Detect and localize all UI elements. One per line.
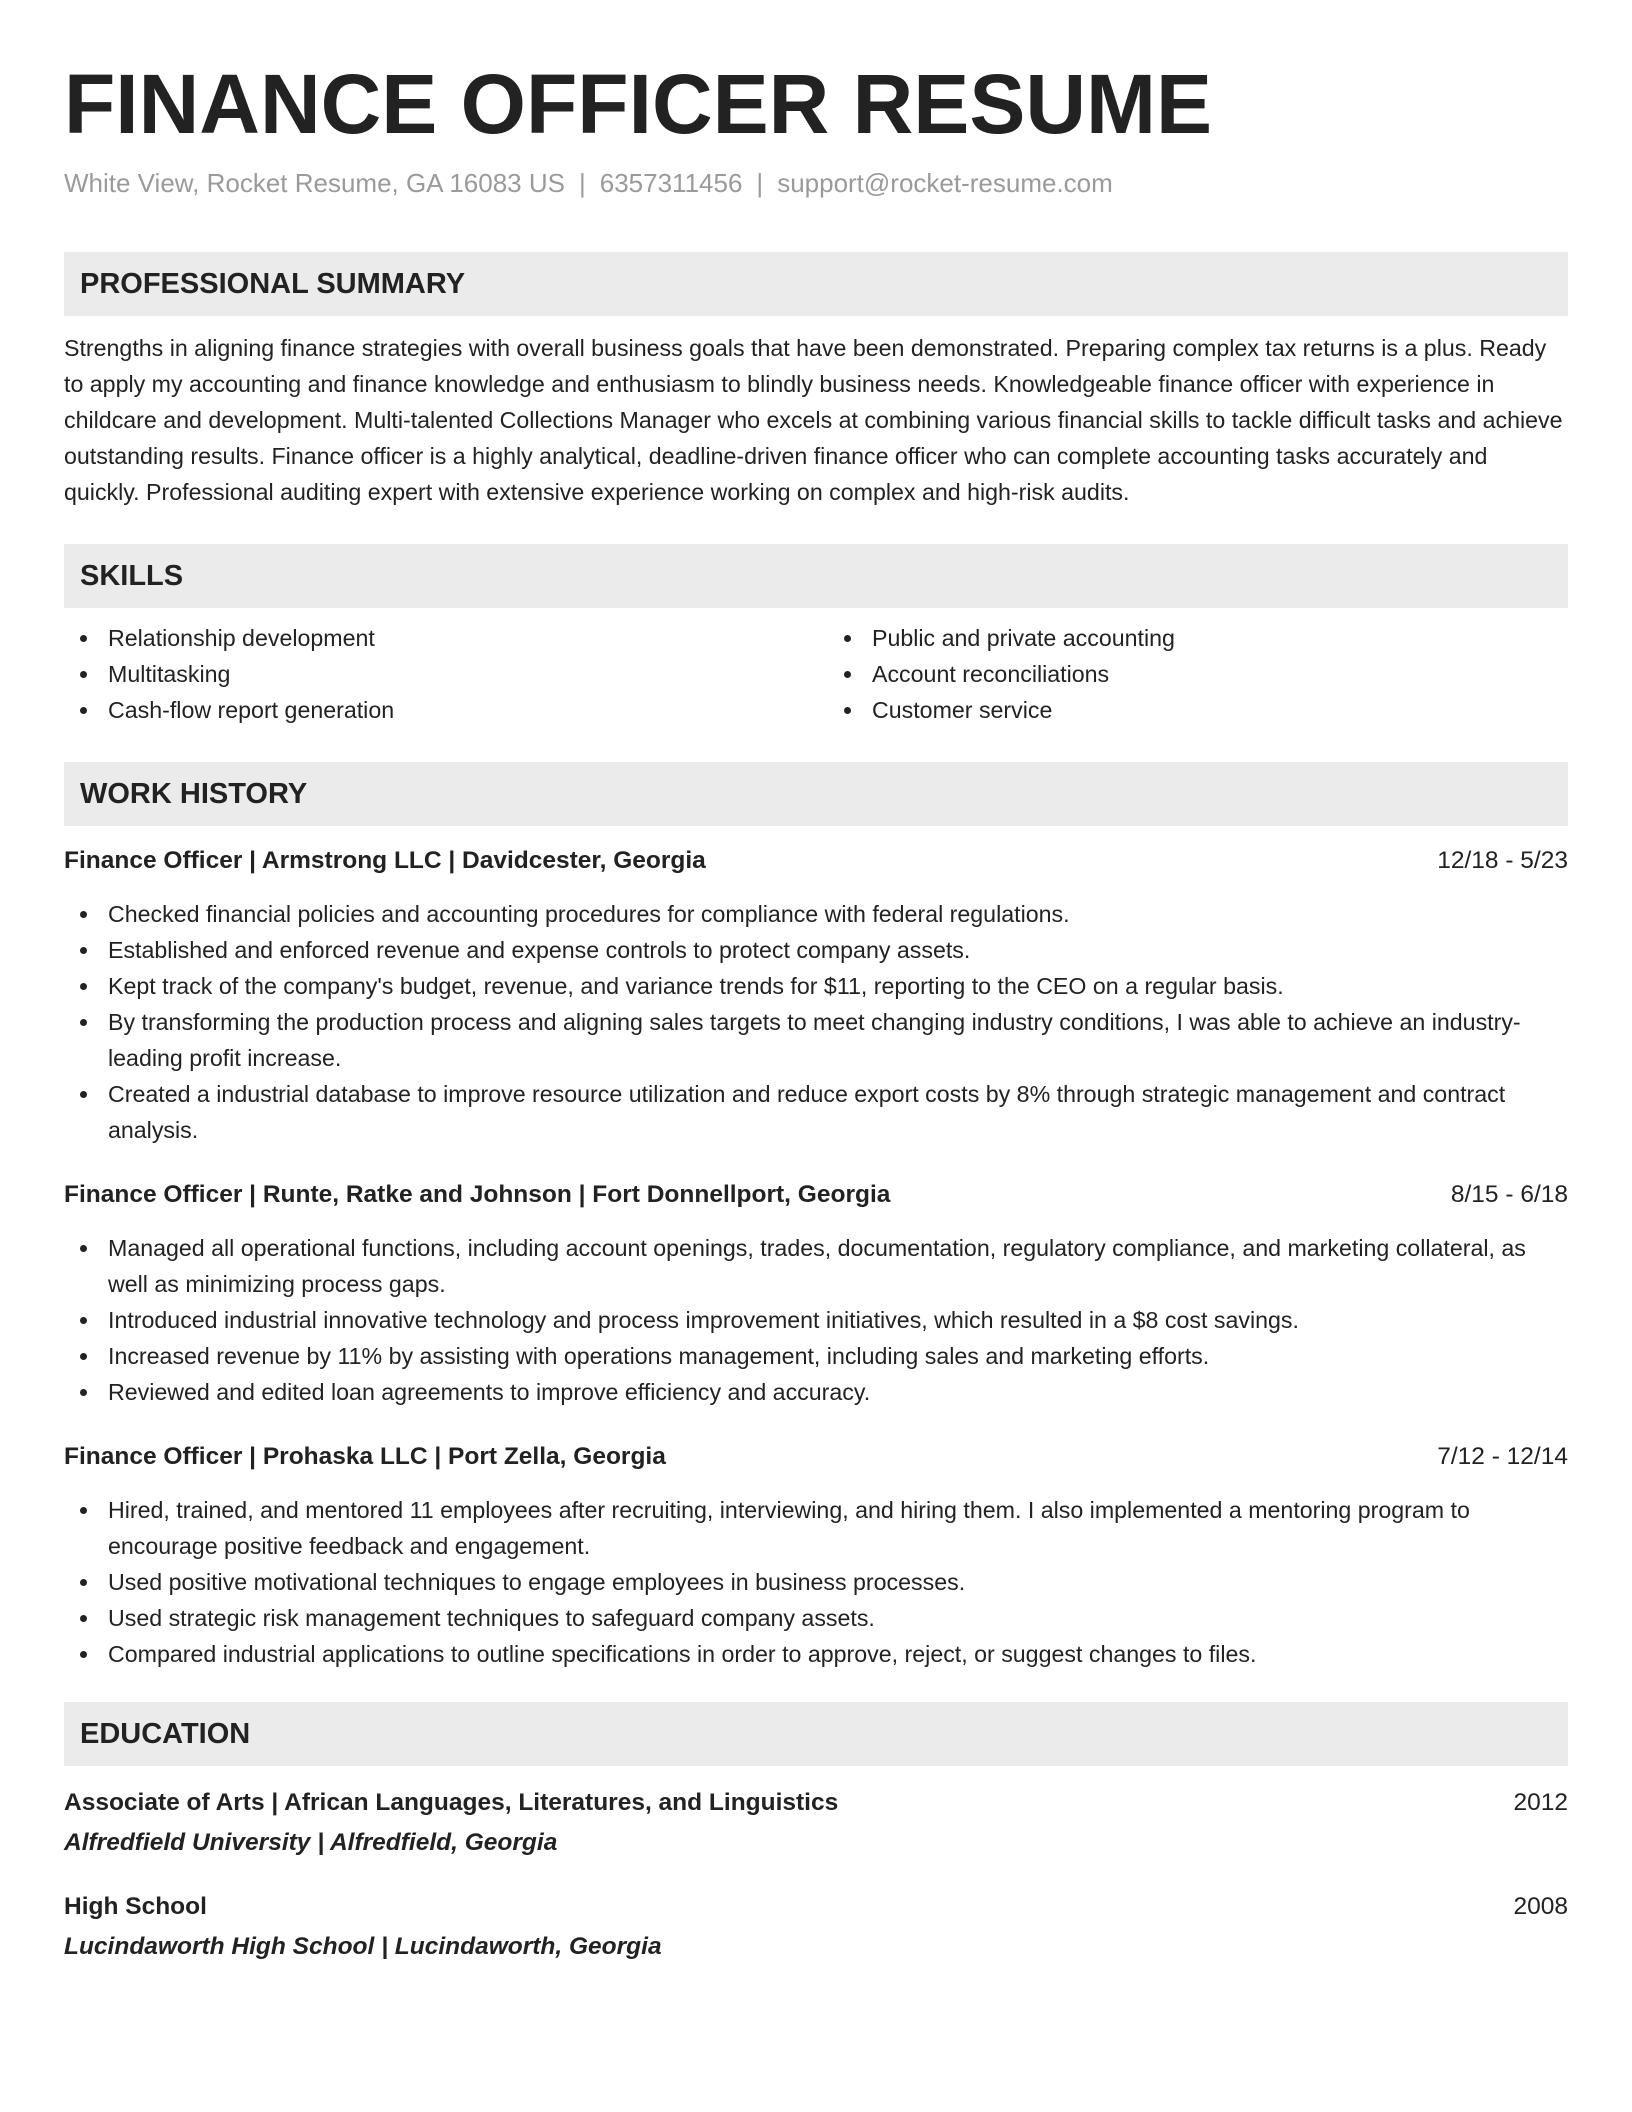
job-entry [64, 1178, 1568, 1410]
job-bullet: Checked financial policies and accounting procedures for compliance with federal regulations. [64, 896, 1568, 932]
job-bullet: Created a industrial database to improve resource utilization and reduce export costs by 8% through strategic management and contract analysis. [64, 1076, 1568, 1148]
section-heading: EDUCATION [80, 1717, 251, 1750]
resume-title: FINANCE OFFICER RESUME [64, 57, 1213, 151]
contact-email: support@rocket-resume.com [777, 168, 1113, 198]
job-bullet: Compared industrial applications to outline specifications in order to approve, reject, or suggest changes to files. [64, 1636, 1568, 1672]
skill-item: Account reconciliations [828, 656, 1568, 692]
skills-list-left [64, 620, 804, 728]
job-bullet: Hired, trained, and mentored 11 employees after recruiting, interviewing, and hiring them. I also implemented a mentoring program to encourage positive feedback and engagement. [64, 1492, 1568, 1564]
contact-separator: | [578, 168, 586, 198]
education-header [64, 1786, 1568, 1820]
education-entry [64, 1890, 1568, 1964]
skill-item: Cash-flow report generation [64, 692, 804, 728]
skill-item: Customer service [828, 692, 1568, 728]
section-header-professional-summary [64, 252, 1568, 316]
job-title: Finance Officer | Runte, Ratke and Johnson | Fort Donnellport, Georgia [64, 1181, 891, 1208]
section-header-education [64, 1702, 1568, 1766]
education-school: Alfredfield University | Alfredfield, Georgia [64, 1829, 558, 1856]
job-dates: 12/18 - 5/23 [1437, 847, 1568, 874]
job-title: Finance Officer | Prohaska LLC | Port Zella, Georgia [64, 1443, 666, 1470]
education-year: 2012 [1513, 1789, 1568, 1816]
job-bullet: Increased revenue by 11% by assisting with operations management, including sales and marketing efforts. [64, 1338, 1568, 1374]
job-bullet: By transforming the production process and aligning sales targets to meet changing industry conditions, I was able to achieve an industry-leading profit increase. [64, 1004, 1568, 1076]
skill-item: Relationship development [64, 620, 804, 656]
job-entry [64, 844, 1568, 1148]
job-bullets [64, 1492, 1568, 1672]
job-bullet: Used strategic risk management techniques to safeguard company assets. [64, 1600, 1568, 1636]
job-entry [64, 1440, 1568, 1672]
education-degree: Associate of Arts | African Languages, Literatures, and Linguistics [64, 1789, 839, 1816]
job-dates: 7/12 - 12/14 [1437, 1443, 1568, 1470]
section-header-work-history [64, 762, 1568, 826]
job-bullet: Managed all operational functions, including account openings, trades, documentation, regulatory compliance, and marketing collateral, as well as minimizing process gaps. [64, 1230, 1568, 1302]
job-header [64, 1178, 1568, 1212]
section-heading: SKILLS [80, 559, 184, 592]
contact-separator: | [756, 168, 764, 198]
education-entry [64, 1786, 1568, 1860]
skill-item: Multitasking [64, 656, 804, 692]
section-heading: PROFESSIONAL SUMMARY [80, 267, 466, 300]
education-header [64, 1890, 1568, 1924]
education-year: 2008 [1513, 1893, 1568, 1920]
job-dates: 8/15 - 6/18 [1450, 1181, 1568, 1208]
job-bullet: Reviewed and edited loan agreements to improve efficiency and accuracy. [64, 1374, 1568, 1410]
contact-phone: 6357311456 [599, 168, 743, 198]
job-header [64, 1440, 1568, 1474]
section-heading: WORK HISTORY [80, 777, 308, 810]
job-bullet: Kept track of the company's budget, revenue, and variance trends for $11, reporting to the CEO on a regular basis. [64, 968, 1568, 1004]
job-bullets [64, 1230, 1568, 1410]
contact-address: White View, Rocket Resume, GA 16083 US [64, 168, 565, 198]
education-school: Lucindaworth High School | Lucindaworth, Georgia [64, 1933, 662, 1960]
contact-line [64, 166, 1568, 200]
job-header [64, 844, 1568, 878]
job-bullets [64, 896, 1568, 1148]
job-bullet: Used positive motivational techniques to engage employees in business processes. [64, 1564, 1568, 1600]
skills-list-right [828, 620, 1568, 728]
job-bullet: Introduced industrial innovative technology and process improvement initiatives, which resulted in a $8 cost savings. [64, 1302, 1568, 1338]
section-header-skills [64, 544, 1568, 608]
education-degree: High School [64, 1893, 207, 1920]
summary-text: Strengths in aligning finance strategies with overall business goals that have been demonstrated. Preparing complex tax returns is a plus. Ready to apply my accounting and finance knowledge and enthusiasm to blindly business needs. Knowledgeable finance officer with experience in childcare and development. Multi-talented Collections Manager who excels at combining various financial skills to tackle difficult tasks and achieve outstanding results. Finance officer is a highly analytical, deadline-driven finance officer who can complete accounting tasks accurately and quickly. Professional auditing expert with extensive experience working on complex and high-risk audits. [64, 335, 1563, 505]
skills-grid [64, 620, 1568, 728]
skill-item: Public and private accounting [828, 620, 1568, 656]
job-title: Finance Officer | Armstrong LLC | Davidcester, Georgia [64, 847, 706, 874]
job-bullet: Established and enforced revenue and expense controls to protect company assets. [64, 932, 1568, 968]
